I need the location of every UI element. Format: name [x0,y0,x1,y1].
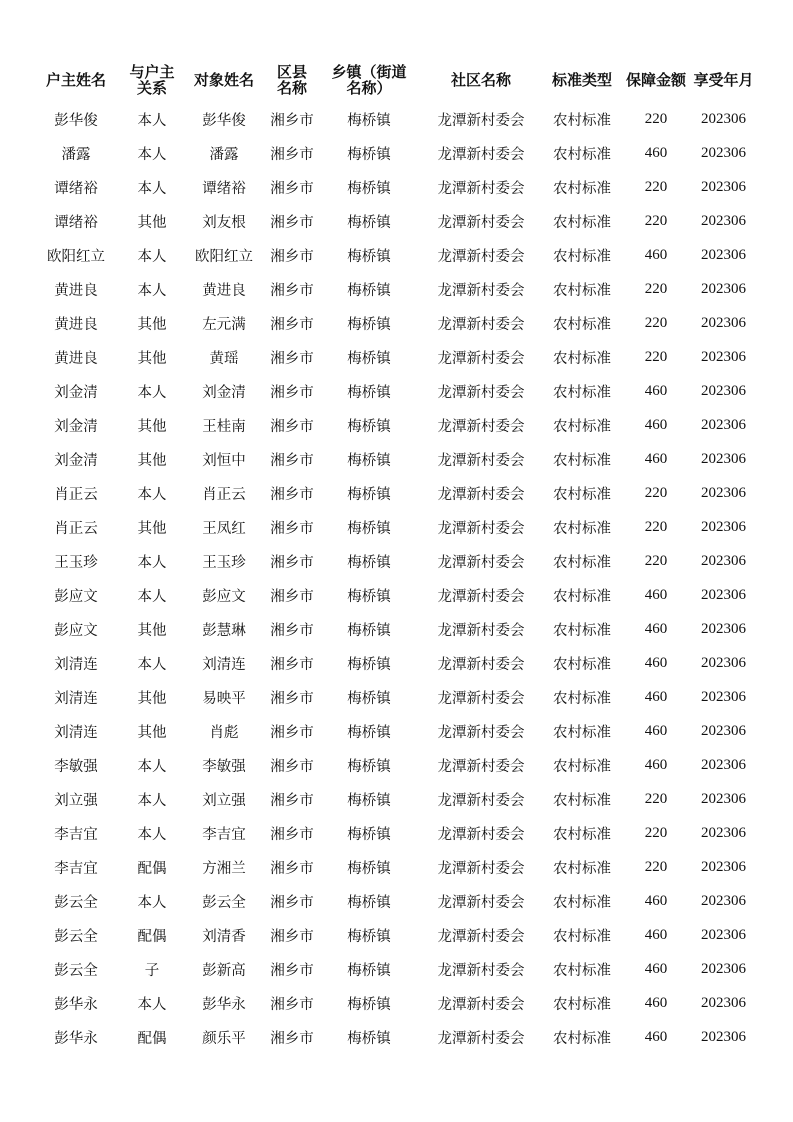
amount-cell: 460 [644,1028,668,1045]
county-cell: 湘乡市 [270,486,314,503]
county-cell: 湘乡市 [270,214,314,231]
amount-cell: 220 [644,314,668,331]
county-cell: 湘乡市 [270,724,314,741]
county-cell: 湘乡市 [270,520,314,537]
recipient-name-cell: 刘清香 [202,928,246,945]
county-cell: 湘乡市 [270,146,314,163]
table-row [30,272,757,306]
recipient-name-cell: 李吉宜 [202,826,246,843]
relation-cell: 本人 [137,894,167,911]
household-head-name-cell: 潘露 [61,146,91,163]
standard-type-cell: 农村标准 [553,112,611,129]
standard-type-cell: 农村标准 [553,146,611,163]
relation-cell: 本人 [137,588,167,605]
relation-cell: 其他 [137,724,167,741]
standard-type-cell: 农村标准 [553,622,611,639]
community-cell: 龙潭新村委会 [437,520,525,537]
relation-cell: 本人 [137,656,167,673]
household-head-name-cell: 李吉宜 [54,860,98,877]
standard-type-cell: 农村标准 [553,384,611,401]
county-cell: 湘乡市 [270,316,314,333]
standard-type-cell: 农村标准 [553,724,611,741]
standard-type-cell: 农村标准 [553,826,611,843]
recipient-name-cell: 谭绪裕 [202,180,246,197]
benefit-month-cell: 202306 [701,246,746,263]
township-cell: 梅桥镇 [347,792,391,809]
household-head-name-cell: 刘清连 [54,724,98,741]
header-standard-type: 标准类型 [551,71,612,89]
household-head-name-cell: 王玉珍 [54,554,98,571]
benefit-month-cell: 202306 [701,280,746,297]
benefit-month-cell: 202306 [701,824,746,841]
township-cell: 梅桥镇 [347,622,391,639]
amount-cell: 460 [644,586,668,603]
community-cell: 龙潭新村委会 [437,418,525,435]
standard-type-cell: 农村标准 [553,214,611,231]
table-row [30,170,757,204]
household-head-name-cell: 刘金清 [54,452,98,469]
benefit-month-cell: 202306 [701,348,746,365]
table-row [30,408,757,442]
county-cell: 湘乡市 [270,180,314,197]
relation-cell: 其他 [137,690,167,707]
county-cell: 湘乡市 [270,350,314,367]
amount-cell: 220 [644,484,668,501]
county-cell: 湘乡市 [270,622,314,639]
recipient-name-cell: 左元满 [202,316,246,333]
recipient-name-cell: 刘立强 [202,792,246,809]
amount-cell: 220 [644,790,668,807]
benefit-month-cell: 202306 [701,382,746,399]
standard-type-cell: 农村标准 [553,520,611,537]
community-cell: 龙潭新村委会 [437,316,525,333]
standard-type-cell: 农村标准 [553,962,611,979]
benefit-month-cell: 202306 [701,858,746,875]
relation-cell: 本人 [137,758,167,775]
relation-cell: 本人 [137,146,167,163]
household-head-name-cell: 肖正云 [54,520,98,537]
township-cell: 梅桥镇 [347,418,391,435]
amount-cell: 460 [644,654,668,671]
amount-cell: 460 [644,960,668,977]
amount-cell: 460 [644,144,668,161]
county-cell: 湘乡市 [270,112,314,129]
table-row [30,646,757,680]
county-cell: 湘乡市 [270,384,314,401]
recipient-name-cell: 彭华俊 [202,112,246,129]
household-head-name-cell: 李吉宜 [54,826,98,843]
community-cell: 龙潭新村委会 [437,350,525,367]
header-recipient-name: 对象姓名 [193,71,254,89]
table-row [30,884,757,918]
township-cell: 梅桥镇 [347,112,391,129]
recipient-name-cell: 李敏强 [202,758,246,775]
township-cell: 梅桥镇 [347,1030,391,1047]
county-cell: 湘乡市 [270,894,314,911]
relation-cell: 配偶 [137,1030,167,1047]
household-head-name-cell: 刘立强 [54,792,98,809]
benefit-month-cell: 202306 [701,416,746,433]
standard-type-cell: 农村标准 [553,282,611,299]
relation-cell: 其他 [137,622,167,639]
community-cell: 龙潭新村委会 [437,588,525,605]
township-cell: 梅桥镇 [347,248,391,265]
township-cell: 梅桥镇 [347,588,391,605]
household-head-name-cell: 黄进良 [54,282,98,299]
recipient-name-cell: 刘金清 [202,384,246,401]
amount-cell: 220 [644,552,668,569]
benefit-month-cell: 202306 [701,926,746,943]
amount-cell: 220 [644,280,668,297]
township-cell: 梅桥镇 [347,520,391,537]
standard-type-cell: 农村标准 [553,792,611,809]
standard-type-cell: 农村标准 [553,350,611,367]
household-head-name-cell: 彭云全 [54,962,98,979]
township-cell: 梅桥镇 [347,860,391,877]
county-cell: 湘乡市 [270,248,314,265]
table-row [30,204,757,238]
household-head-name-cell: 欧阳红立 [47,248,105,265]
benefit-month-cell: 202306 [701,484,746,501]
county-cell: 湘乡市 [270,928,314,945]
amount-cell: 460 [644,450,668,467]
township-cell: 梅桥镇 [347,962,391,979]
recipient-name-cell: 黄瑶 [209,350,239,367]
county-cell: 湘乡市 [270,418,314,435]
relation-cell: 本人 [137,282,167,299]
household-head-name-cell: 彭云全 [54,894,98,911]
amount-cell: 460 [644,620,668,637]
benefit-month-cell: 202306 [701,994,746,1011]
amount-cell: 460 [644,246,668,263]
household-head-name-cell: 谭绪裕 [54,180,98,197]
relation-cell: 本人 [137,792,167,809]
township-cell: 梅桥镇 [347,826,391,843]
benefit-month-cell: 202306 [701,790,746,807]
standard-type-cell: 农村标准 [553,758,611,775]
community-cell: 龙潭新村委会 [437,554,525,571]
benefit-month-cell: 202306 [701,518,746,535]
amount-cell: 220 [644,858,668,875]
standard-type-cell: 农村标准 [553,656,611,673]
header-household-head-name: 户主姓名 [45,71,106,89]
community-cell: 龙潭新村委会 [437,860,525,877]
recipient-name-cell: 彭应文 [202,588,246,605]
relation-cell: 本人 [137,996,167,1013]
header-community-name: 社区名称 [450,71,511,89]
county-cell: 湘乡市 [270,282,314,299]
standard-type-cell: 农村标准 [553,418,611,435]
standard-type-cell: 农村标准 [553,860,611,877]
community-cell: 龙潭新村委会 [437,962,525,979]
amount-cell: 220 [644,212,668,229]
township-cell: 梅桥镇 [347,656,391,673]
relation-cell: 本人 [137,486,167,503]
amount-cell: 220 [644,348,668,365]
county-cell: 湘乡市 [270,588,314,605]
table-header [30,58,757,102]
benefit-month-cell: 202306 [701,212,746,229]
county-cell: 湘乡市 [270,962,314,979]
household-head-name-cell: 黄进良 [54,350,98,367]
county-cell: 湘乡市 [270,792,314,809]
county-cell: 湘乡市 [270,826,314,843]
recipient-name-cell: 欧阳红立 [195,248,253,265]
relation-cell: 本人 [137,180,167,197]
amount-cell: 460 [644,994,668,1011]
standard-type-cell: 农村标准 [553,928,611,945]
household-head-name-cell: 谭绪裕 [54,214,98,231]
recipient-name-cell: 方湘兰 [202,860,246,877]
table-row [30,544,757,578]
benefit-month-cell: 202306 [701,314,746,331]
household-head-name-cell: 刘金清 [54,384,98,401]
benefit-month-cell: 202306 [701,1028,746,1045]
amount-cell: 220 [644,110,668,127]
standard-type-cell: 农村标准 [553,316,611,333]
relation-cell: 其他 [137,350,167,367]
amount-cell: 460 [644,382,668,399]
county-cell: 湘乡市 [270,758,314,775]
county-cell: 湘乡市 [270,554,314,571]
amount-cell: 460 [644,416,668,433]
township-cell: 梅桥镇 [347,146,391,163]
benefit-month-cell: 202306 [701,960,746,977]
benefit-month-cell: 202306 [701,586,746,603]
table-row [30,306,757,340]
benefit-month-cell: 202306 [701,620,746,637]
table-row [30,510,757,544]
standard-type-cell: 农村标准 [553,996,611,1013]
table-row [30,850,757,884]
township-cell: 梅桥镇 [347,452,391,469]
household-head-name-cell: 李敏强 [54,758,98,775]
county-cell: 湘乡市 [270,656,314,673]
recipient-name-cell: 易映平 [202,690,246,707]
recipient-name-cell: 王玉珍 [202,554,246,571]
table-row [30,714,757,748]
recipient-name-cell: 刘恒中 [202,452,246,469]
community-cell: 龙潭新村委会 [437,792,525,809]
benefit-month-cell: 202306 [701,450,746,467]
header-township-name: 乡镇（街道 名称） [331,63,407,97]
township-cell: 梅桥镇 [347,996,391,1013]
standard-type-cell: 农村标准 [553,180,611,197]
standard-type-cell: 农村标准 [553,248,611,265]
table-row [30,782,757,816]
standard-type-cell: 农村标准 [553,588,611,605]
benefit-month-cell: 202306 [701,144,746,161]
township-cell: 梅桥镇 [347,724,391,741]
community-cell: 龙潭新村委会 [437,758,525,775]
recipient-name-cell: 肖彪 [209,724,239,741]
community-cell: 龙潭新村委会 [437,384,525,401]
household-head-name-cell: 肖正云 [54,486,98,503]
community-cell: 龙潭新村委会 [437,1030,525,1047]
county-cell: 湘乡市 [270,690,314,707]
header-subsidy-amount: 保障金额 [625,71,686,89]
subsidy-recipients-table [30,58,757,1054]
household-head-name-cell: 刘清连 [54,690,98,707]
relation-cell: 其他 [137,520,167,537]
header-benefit-month: 享受年月 [693,71,754,89]
community-cell: 龙潭新村委会 [437,622,525,639]
standard-type-cell: 农村标准 [553,894,611,911]
benefit-month-cell: 202306 [701,756,746,773]
community-cell: 龙潭新村委会 [437,928,525,945]
household-head-name-cell: 刘金清 [54,418,98,435]
table-row [30,952,757,986]
recipient-name-cell: 潘露 [209,146,239,163]
amount-cell: 460 [644,756,668,773]
recipient-name-cell: 王桂南 [202,418,246,435]
table-row [30,748,757,782]
community-cell: 龙潭新村委会 [437,894,525,911]
table-row [30,136,757,170]
amount-cell: 220 [644,824,668,841]
household-head-name-cell: 刘清连 [54,656,98,673]
table-row [30,476,757,510]
header-relation-to-head: 与户主 关系 [129,63,175,97]
recipient-name-cell: 彭华永 [202,996,246,1013]
community-cell: 龙潭新村委会 [437,486,525,503]
benefit-month-cell: 202306 [701,722,746,739]
table-row [30,1020,757,1054]
relation-cell: 本人 [137,554,167,571]
community-cell: 龙潭新村委会 [437,826,525,843]
amount-cell: 460 [644,926,668,943]
relation-cell: 其他 [137,452,167,469]
township-cell: 梅桥镇 [347,384,391,401]
table-row [30,340,757,374]
relation-cell: 配偶 [137,860,167,877]
community-cell: 龙潭新村委会 [437,180,525,197]
header-county-name: 区县 名称 [276,63,307,97]
community-cell: 龙潭新村委会 [437,996,525,1013]
recipient-name-cell: 刘清连 [202,656,246,673]
relation-cell: 其他 [137,418,167,435]
community-cell: 龙潭新村委会 [437,214,525,231]
table-row [30,986,757,1020]
household-head-name-cell: 彭应文 [54,588,98,605]
household-head-name-cell: 彭华俊 [54,112,98,129]
recipient-name-cell: 刘友根 [202,214,246,231]
amount-cell: 460 [644,892,668,909]
standard-type-cell: 农村标准 [553,452,611,469]
community-cell: 龙潭新村委会 [437,690,525,707]
standard-type-cell: 农村标准 [553,690,611,707]
table-row [30,442,757,476]
table-row [30,918,757,952]
benefit-month-cell: 202306 [701,178,746,195]
township-cell: 梅桥镇 [347,486,391,503]
relation-cell: 其他 [137,214,167,231]
standard-type-cell: 农村标准 [553,486,611,503]
community-cell: 龙潭新村委会 [437,724,525,741]
benefit-month-cell: 202306 [701,654,746,671]
amount-cell: 220 [644,518,668,535]
standard-type-cell: 农村标准 [553,554,611,571]
relation-cell: 本人 [137,384,167,401]
standard-type-cell: 农村标准 [553,1030,611,1047]
table-row [30,238,757,272]
county-cell: 湘乡市 [270,996,314,1013]
recipient-name-cell: 彭云全 [202,894,246,911]
township-cell: 梅桥镇 [347,554,391,571]
township-cell: 梅桥镇 [347,928,391,945]
relation-cell: 本人 [137,248,167,265]
township-cell: 梅桥镇 [347,282,391,299]
table-row [30,374,757,408]
household-head-name-cell: 彭应文 [54,622,98,639]
community-cell: 龙潭新村委会 [437,656,525,673]
recipient-name-cell: 肖正云 [202,486,246,503]
community-cell: 龙潭新村委会 [437,248,525,265]
table-row [30,578,757,612]
table-body [30,102,757,1054]
benefit-month-cell: 202306 [701,552,746,569]
amount-cell: 460 [644,722,668,739]
county-cell: 湘乡市 [270,860,314,877]
household-head-name-cell: 黄进良 [54,316,98,333]
recipient-name-cell: 彭新高 [202,962,246,979]
amount-cell: 220 [644,178,668,195]
relation-cell: 配偶 [137,928,167,945]
recipient-name-cell: 王凤红 [202,520,246,537]
household-head-name-cell: 彭华永 [54,1030,98,1047]
table-row [30,612,757,646]
benefit-month-cell: 202306 [701,110,746,127]
table-row [30,816,757,850]
township-cell: 梅桥镇 [347,758,391,775]
relation-cell: 本人 [137,112,167,129]
community-cell: 龙潭新村委会 [437,112,525,129]
relation-cell: 本人 [137,826,167,843]
township-cell: 梅桥镇 [347,894,391,911]
table-row [30,680,757,714]
township-cell: 梅桥镇 [347,214,391,231]
township-cell: 梅桥镇 [347,690,391,707]
benefit-month-cell: 202306 [701,892,746,909]
community-cell: 龙潭新村委会 [437,146,525,163]
county-cell: 湘乡市 [270,1030,314,1047]
community-cell: 龙潭新村委会 [437,452,525,469]
relation-cell: 其他 [137,316,167,333]
household-head-name-cell: 彭华永 [54,996,98,1013]
amount-cell: 460 [644,688,668,705]
county-cell: 湘乡市 [270,452,314,469]
township-cell: 梅桥镇 [347,180,391,197]
benefit-month-cell: 202306 [701,688,746,705]
header-row [30,58,757,102]
recipient-name-cell: 彭慧琳 [202,622,246,639]
relation-cell: 子 [144,962,160,979]
table-row [30,102,757,136]
community-cell: 龙潭新村委会 [437,282,525,299]
recipient-name-cell: 黄进良 [202,282,246,299]
township-cell: 梅桥镇 [347,316,391,333]
household-head-name-cell: 彭云全 [54,928,98,945]
township-cell: 梅桥镇 [347,350,391,367]
recipient-name-cell: 颜乐平 [202,1030,246,1047]
